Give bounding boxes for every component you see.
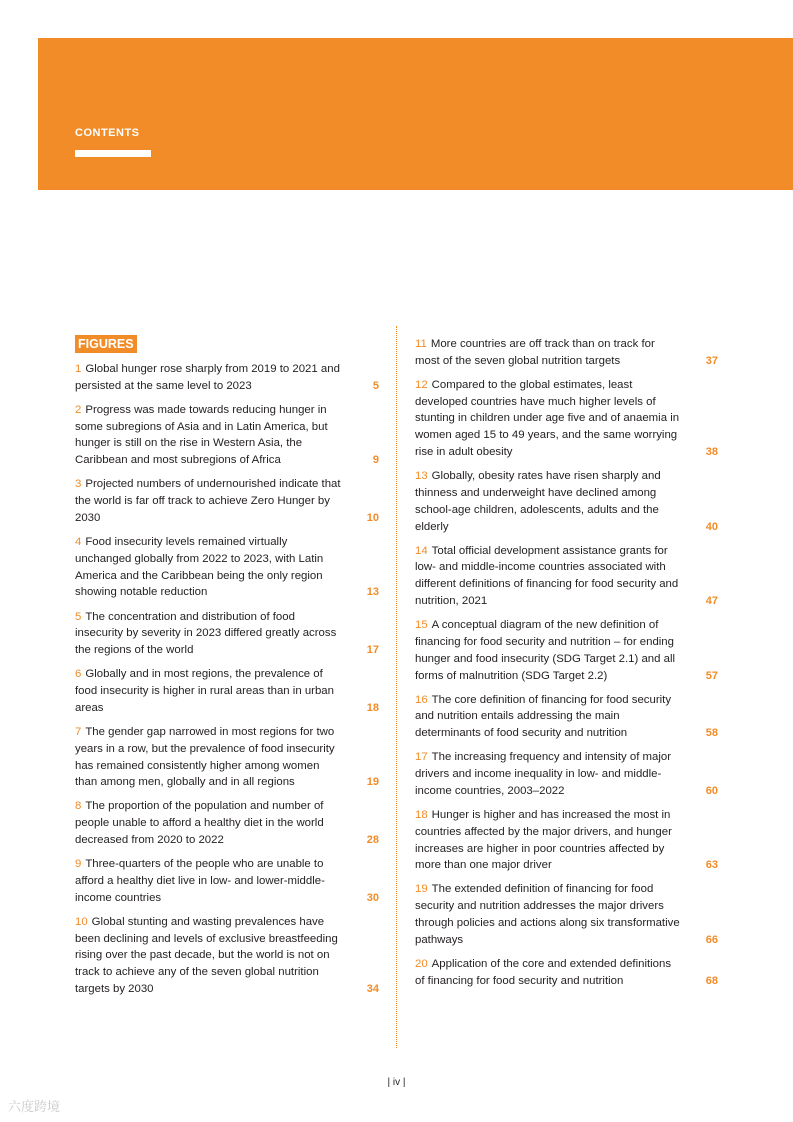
toc-entry[interactable] [75, 402, 379, 476]
page-number: 66 [705, 933, 718, 946]
figure-title: The increasing frequency and intensity of major drivers and income inequality in low- and middle-income countries, 2003–2022 [415, 751, 672, 797]
page-number: 18 [366, 701, 379, 714]
figure-title: Global stunting and wasting prevalences have been declining and levels of exclusive breastfeeding rising over the past decade, but the world is not on track to achieve any of the seven global nutrition targets by 2030 [75, 915, 338, 995]
figure-number: 5 [75, 610, 82, 623]
figure-number: 20 [415, 957, 428, 970]
toc-entry[interactable] [75, 361, 379, 402]
column-divider [396, 326, 397, 1048]
header-banner [38, 38, 793, 190]
figure-title: Projected numbers of undernourished indicate that the world is far off track to achieve Zero Hunger by 2030 [75, 478, 341, 524]
figure-title: Total official development assistance grants for low- and middle-income countries associated with different definitions of financing for food security and nutrition, 2021 [415, 544, 679, 608]
footer-page-number: | iv | [387, 1077, 406, 1088]
page-number: 57 [705, 669, 718, 682]
figure-number: 8 [75, 800, 82, 813]
figure-number: 19 [415, 883, 428, 896]
figure-number: 9 [75, 858, 82, 871]
toc-entry[interactable] [415, 617, 718, 691]
page-number: 13 [366, 586, 379, 599]
page-number: 10 [366, 511, 379, 524]
page-number: 17 [366, 644, 379, 657]
figure-title: Hunger is higher and has increased the most in countries affected by the major drivers, and hunger increases are higher in poor countries affected by more than one major driver [415, 809, 672, 872]
toc-entry[interactable] [75, 609, 379, 667]
section-label-figures: FIGURES [75, 335, 137, 353]
figure-number: 13 [415, 470, 428, 483]
figure-number: 3 [75, 478, 82, 491]
figure-number: 2 [75, 403, 82, 416]
page-number: 30 [366, 891, 379, 904]
figure-number: 1 [75, 363, 82, 375]
title-underline [75, 150, 151, 157]
toc-entry[interactable] [415, 692, 718, 750]
toc-entry[interactable] [75, 724, 379, 798]
page-number: 63 [705, 859, 718, 872]
figure-title: The gender gap narrowed in most regions for two years in a row, but the prevalence of food insecurity has remained consistently higher among women than among men, globally and in all regions [75, 725, 335, 789]
page-number: 58 [705, 727, 718, 740]
page-number: 28 [366, 834, 379, 846]
figure-title: Global hunger rose sharply from 2019 to 2021 and persisted at the same level to 2023 [75, 363, 340, 392]
figure-number: 18 [415, 809, 428, 821]
toc-entry[interactable] [415, 807, 718, 881]
toc-entry[interactable] [415, 956, 718, 997]
toc-entry[interactable] [75, 914, 379, 1005]
page-number: 19 [366, 776, 379, 789]
figure-title: The proportion of the population and number of people unable to afford a healthy diet in the world decreased from 2020 to 2022 [75, 800, 324, 846]
figure-number: 16 [415, 693, 428, 706]
figure-number: 6 [75, 668, 82, 681]
figure-title: Food insecurity levels remained virtually unchanged globally from 2022 to 2023, with Latin America and the Caribbean being the only region showing notable reduction [75, 536, 324, 599]
figure-number: 12 [415, 378, 428, 391]
page-number: 47 [705, 595, 718, 608]
page-number: 60 [705, 784, 718, 797]
page-number: 5 [372, 379, 379, 392]
page-number: 9 [372, 454, 379, 467]
page-number: 38 [705, 446, 718, 459]
figures-list-right [415, 336, 718, 997]
page-number: 37 [705, 354, 718, 367]
page-number: 40 [705, 520, 718, 533]
toc-entry[interactable] [415, 749, 718, 807]
figure-title: Compared to the global estimates, least developed countries have much higher levels of stunting in children under age five and of anaemia in women aged 15 to 49 years, and the same worrying rise in adult obesity [415, 378, 680, 459]
toc-entry[interactable] [415, 377, 718, 468]
page-title: CONTENTS [75, 127, 140, 139]
figure-number: 4 [75, 536, 82, 549]
page-number: 68 [705, 974, 718, 987]
toc-entry[interactable] [75, 666, 379, 724]
figure-title: Globally and in most regions, the prevalence of food insecurity is higher in rural areas than in urban areas [75, 668, 334, 714]
figure-number: 10 [75, 915, 88, 928]
figure-number: 11 [415, 338, 427, 350]
figures-list-left [75, 361, 379, 1005]
figure-number: 17 [415, 751, 428, 764]
toc-entry[interactable] [75, 534, 379, 608]
figure-number: 7 [75, 725, 82, 738]
toc-entry[interactable] [415, 881, 718, 955]
figure-title: Three-quarters of the people who are unable to afford a healthy diet live in low- and lower-middle-income countries [75, 858, 325, 904]
toc-entry[interactable] [75, 798, 379, 856]
figure-number: 15 [415, 619, 428, 632]
toc-entry[interactable] [415, 543, 718, 617]
figure-title: Progress was made towards reducing hunger in some subregions of Asia and in Latin America, but hunger is still on the rise in Western Asia, the Caribbean and most subregions of Africa [75, 403, 328, 467]
figure-title: The extended definition of financing for food security and nutrition addresses the major drivers through policies and actions along six transformative pathways [415, 883, 680, 946]
figure-title: The concentration and distribution of food insecurity by severity in 2023 differed greatly across the regions of the world [75, 610, 337, 657]
toc-entry[interactable] [415, 336, 718, 377]
figure-title: More countries are off track than on track for most of the seven global nutrition targets [415, 338, 655, 367]
page-number: 34 [366, 982, 379, 995]
toc-entry[interactable] [75, 856, 379, 914]
figure-title: A conceptual diagram of the new definition of financing for food security and nutrition – for ending hunger and food insecurity (SDG Target 2.1) and all forms of malnutrition (SDG Target 2.2) [415, 619, 676, 682]
figure-number: 14 [415, 544, 428, 557]
figure-title: Application of the core and extended definitions of financing for food security and nutrition [415, 957, 672, 987]
figure-title: The core definition of financing for food security and nutrition entails addressing the main determinants of food security and nutrition [415, 693, 672, 740]
figure-title: Globally, obesity rates have risen sharply and thinness and underweight have declined among school-age children, adolescents, adults and the elderly [415, 470, 661, 533]
watermark: 六度跨境 [8, 1099, 61, 1114]
toc-entry[interactable] [75, 476, 379, 534]
toc-entry[interactable] [415, 468, 718, 542]
